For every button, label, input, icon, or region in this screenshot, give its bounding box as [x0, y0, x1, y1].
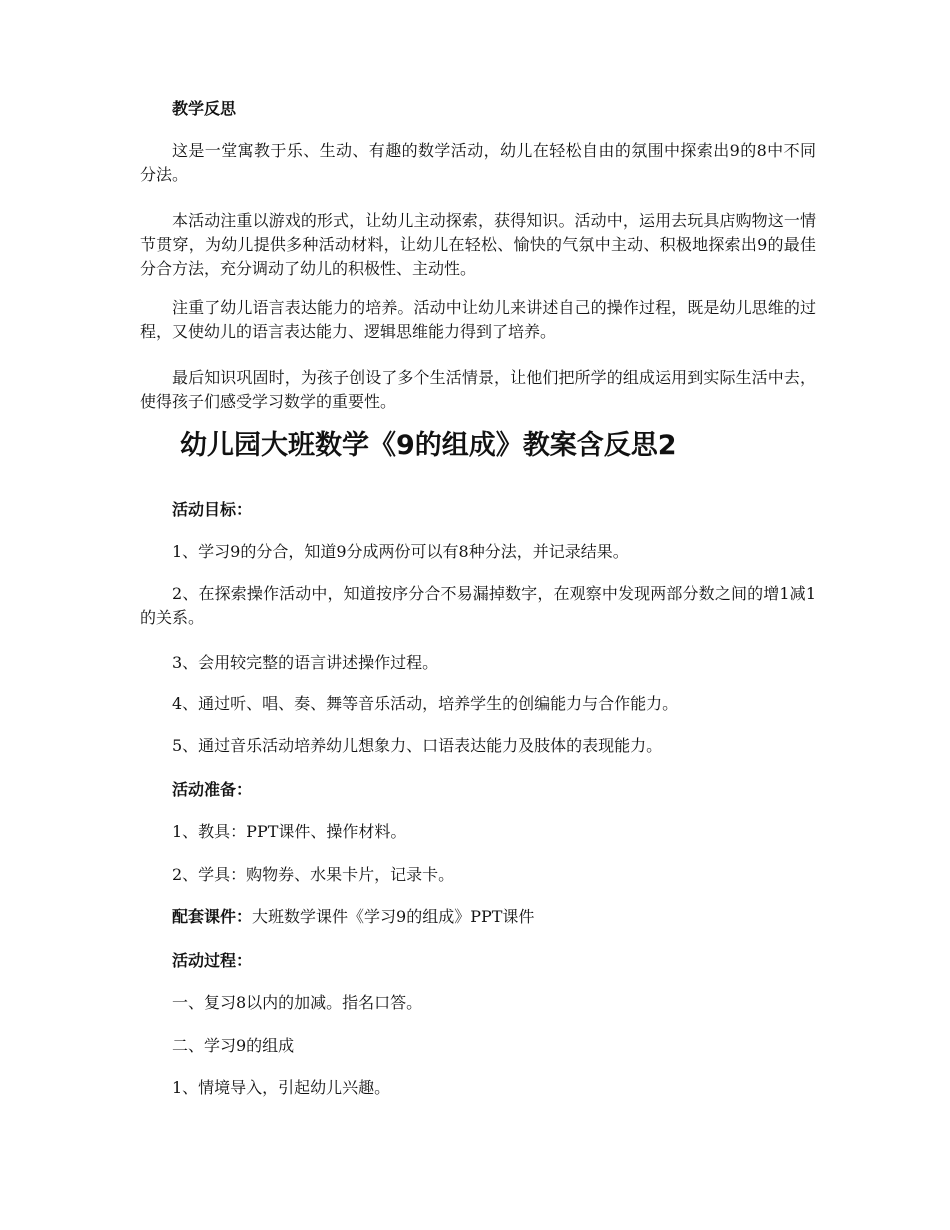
reflection-paragraph-4: 最后知识巩固时，为孩子创设了多个生活情景，让他们把所学的组成运用到实际生活中去，使得孩子们感受学习数学的重要性。 — [140, 368, 816, 411]
reflection-paragraph-2: 本活动注重以游戏的形式，让幼儿主动探索，获得知识。活动中，运用去玩具店购物这一情节贯穿，为幼儿提供多种活动材料，让幼儿在轻松、愉快的气氛中主动、积极地探索出9的最佳分合方法，充分调动了幼儿的积极性、主动性。 — [140, 211, 816, 278]
courseware-line — [140, 905, 816, 929]
goal-item-2: 2、在探索操作活动中，知道按序分合不易漏掉数字，在观察中发现两部分数之间的增1减1的关系。 — [140, 584, 816, 627]
reflection-paragraph-1: 这是一堂寓教于乐、生动、有趣的数学活动，幼儿在轻松自由的氛围中探索出9的8中不同分法。 — [140, 141, 816, 184]
reflection-heading: 教学反思 — [172, 99, 237, 118]
lesson-title: 幼儿园大班数学《9的组成》教案含反思2 — [180, 430, 677, 461]
process-heading: 活动过程： — [172, 951, 253, 970]
courseware-label: 配套课件： — [172, 907, 253, 926]
process-item-2: 二、学习9的组成 — [172, 1036, 295, 1055]
prep-item-2: 2、学具：购物券、水果卡片，记录卡。 — [172, 865, 455, 884]
goal-item-3: 3、会用较完整的语言讲述操作过程。 — [172, 653, 439, 672]
reflection-paragraph-3: 注重了幼儿语言表达能力的培养。活动中让幼儿来讲述自己的操作过程，既是幼儿思维的过程，又使幼儿的语言表达能力、逻辑思维能力得到了培养。 — [140, 298, 816, 341]
prep-heading: 活动准备： — [172, 780, 253, 799]
goal-item-4: 4、通过听、唱、奏、舞等音乐活动，培养学生的创编能力与合作能力。 — [172, 694, 679, 713]
process-item-1: 一、复习8以内的加减。指名口答。 — [172, 993, 423, 1012]
goal-item-1: 1、学习9的分合，知道9分成两份可以有8种分法，并记录结果。 — [172, 542, 629, 561]
process-item-3: 1、情境导入，引起幼儿兴趣。 — [172, 1078, 391, 1097]
goals-heading: 活动目标： — [172, 500, 253, 519]
prep-item-1: 1、教具：PPT课件、操作材料。 — [172, 822, 407, 841]
courseware-text: 大班数学课件《学习9的组成》PPT课件 — [252, 907, 535, 926]
goal-item-5: 5、通过音乐活动培养幼儿想象力、口语表达能力及肢体的表现能力。 — [172, 736, 663, 755]
